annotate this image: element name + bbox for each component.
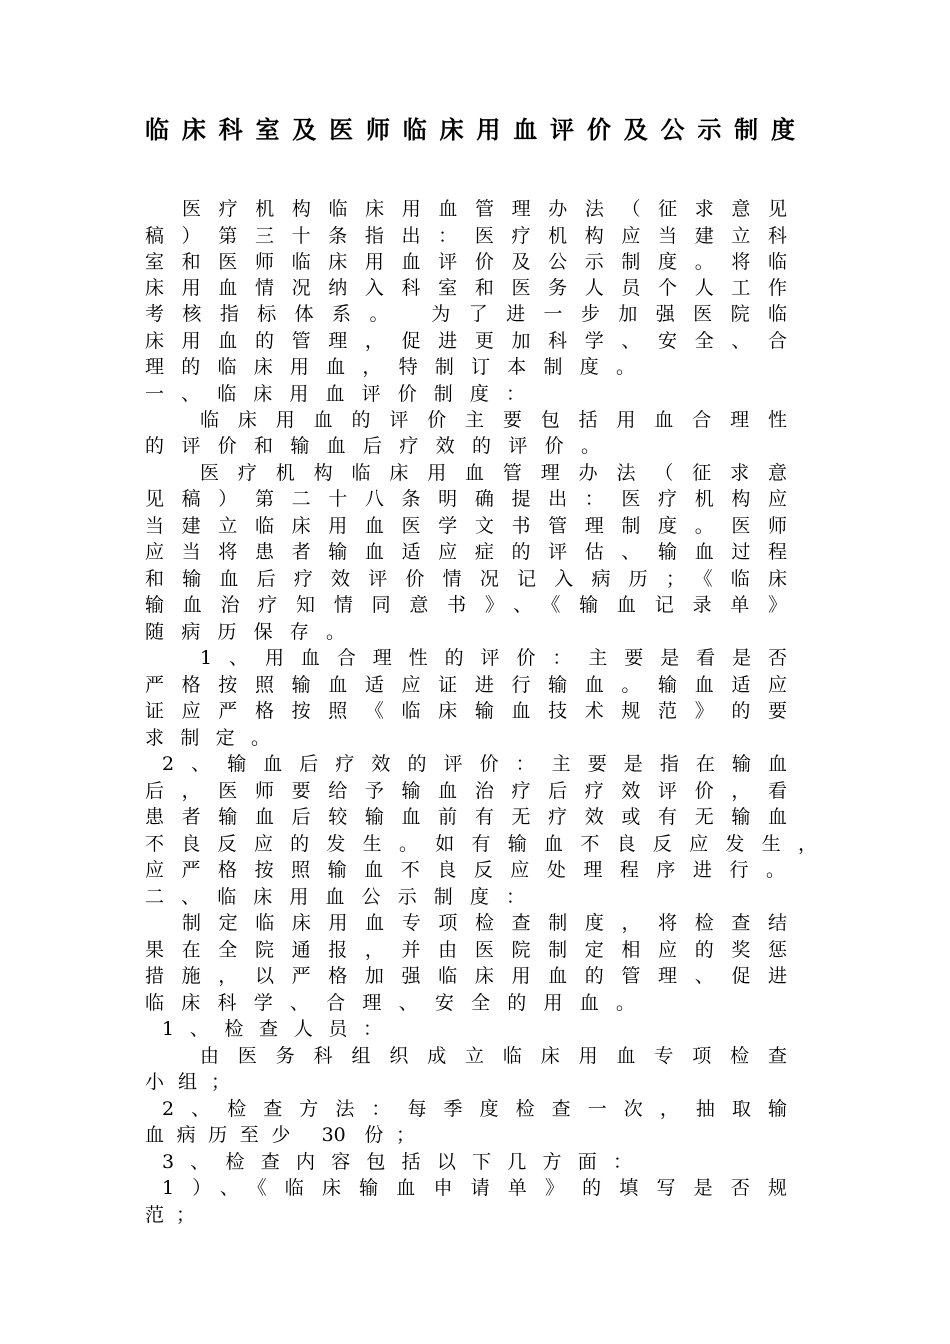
body-line: 1、用血合理性的评价：主要是看是否 (200, 647, 787, 669)
body-line: 2、检查方法：每季度检查一次，抽取输 (162, 1098, 787, 1120)
body-line: 由医务科组织成立临床用血专项检查 (200, 1045, 787, 1067)
body-line: 医疗机构临床用血管理办法（征求意 (200, 462, 787, 484)
body-line: 血病历至少 30 份； (145, 1124, 415, 1146)
body-line: 的评价和输血后疗效的评价。 (145, 435, 600, 457)
body-line: 不良反应的发生。如有输血不良反应发生， (145, 833, 817, 855)
body-line: 医疗机构临床用血管理办法（征求意见 (182, 198, 787, 220)
body-line: 后，医师要给予输血治疗后疗效评价，看 (145, 780, 787, 802)
body-line: 临床用血的评价主要包括用血合理性 (200, 409, 787, 431)
body-line: 证应严格按照《临床输血技术规范》的要 (145, 700, 787, 722)
body-line: 1）、《临床输血申请单》的填写是否规 (162, 1177, 787, 1199)
body-line: 制定临床用血专项检查制度，将检查结 (182, 912, 787, 934)
body-line: 稿）第三十条指出：医疗机构应当建立科 (145, 225, 787, 247)
document-title: 临床科室及医师临床用血评价及公示制度 (145, 116, 795, 144)
body-line: 室和医师临床用血评价及公示制度。将临 (145, 251, 787, 273)
body-line: 当建立临床用血医学文书管理制度。医师 (145, 515, 787, 537)
body-line: 措施，以严格加强临床用血的管理、促进 (145, 965, 787, 987)
body-line: 求制定。 (145, 727, 270, 749)
subsection-heading: 3、检查内容包括以下几方面： (162, 1151, 632, 1173)
body-line: 应当将患者输血适应症的评估、输血过程 (145, 541, 787, 563)
body-line: 小组； (145, 1071, 230, 1093)
section-heading: 一、临床用血评价制度： (145, 383, 525, 405)
body-line: 随病历保存。 (145, 621, 345, 643)
body-line: 2、输血后疗效的评价：主要是指在输血 (162, 753, 787, 775)
body-line: 考核指标体系。 为了进一步加强医院临 (145, 303, 787, 325)
body-line: 临床科学、合理、安全的用血。 (145, 992, 635, 1014)
subsection-heading: 1、检查人员： (162, 1018, 382, 1040)
body-line: 和输血后疗效评价情况记入病历；《临床 (145, 568, 787, 590)
body-line: 果在全院通报，并由医院制定相应的奖惩 (145, 939, 787, 961)
body-line: 严格按照输血适应证进行输血。输血适应 (145, 674, 787, 696)
body-line: 见稿）第二十八条明确提出：医疗机构应 (145, 488, 787, 510)
body-line: 患者输血后较输血前有无疗效或有无输血 (145, 806, 787, 828)
body-line: 床用血情况纳入科室和医务人员个人工作 (145, 277, 787, 299)
body-line: 床用血的管理，促进更加科学、安全、合 (145, 330, 787, 352)
body-line: 理的临床用血，特制订本制度。 (145, 356, 635, 378)
body-line: 范； (145, 1204, 195, 1226)
body-line: 应严格按照输血不良反应处理程序进行。 (145, 859, 785, 881)
section-heading: 二、临床用血公示制度： (145, 886, 525, 908)
body-line: 输血治疗知情同意书》、《输血记录单》 (145, 594, 787, 616)
